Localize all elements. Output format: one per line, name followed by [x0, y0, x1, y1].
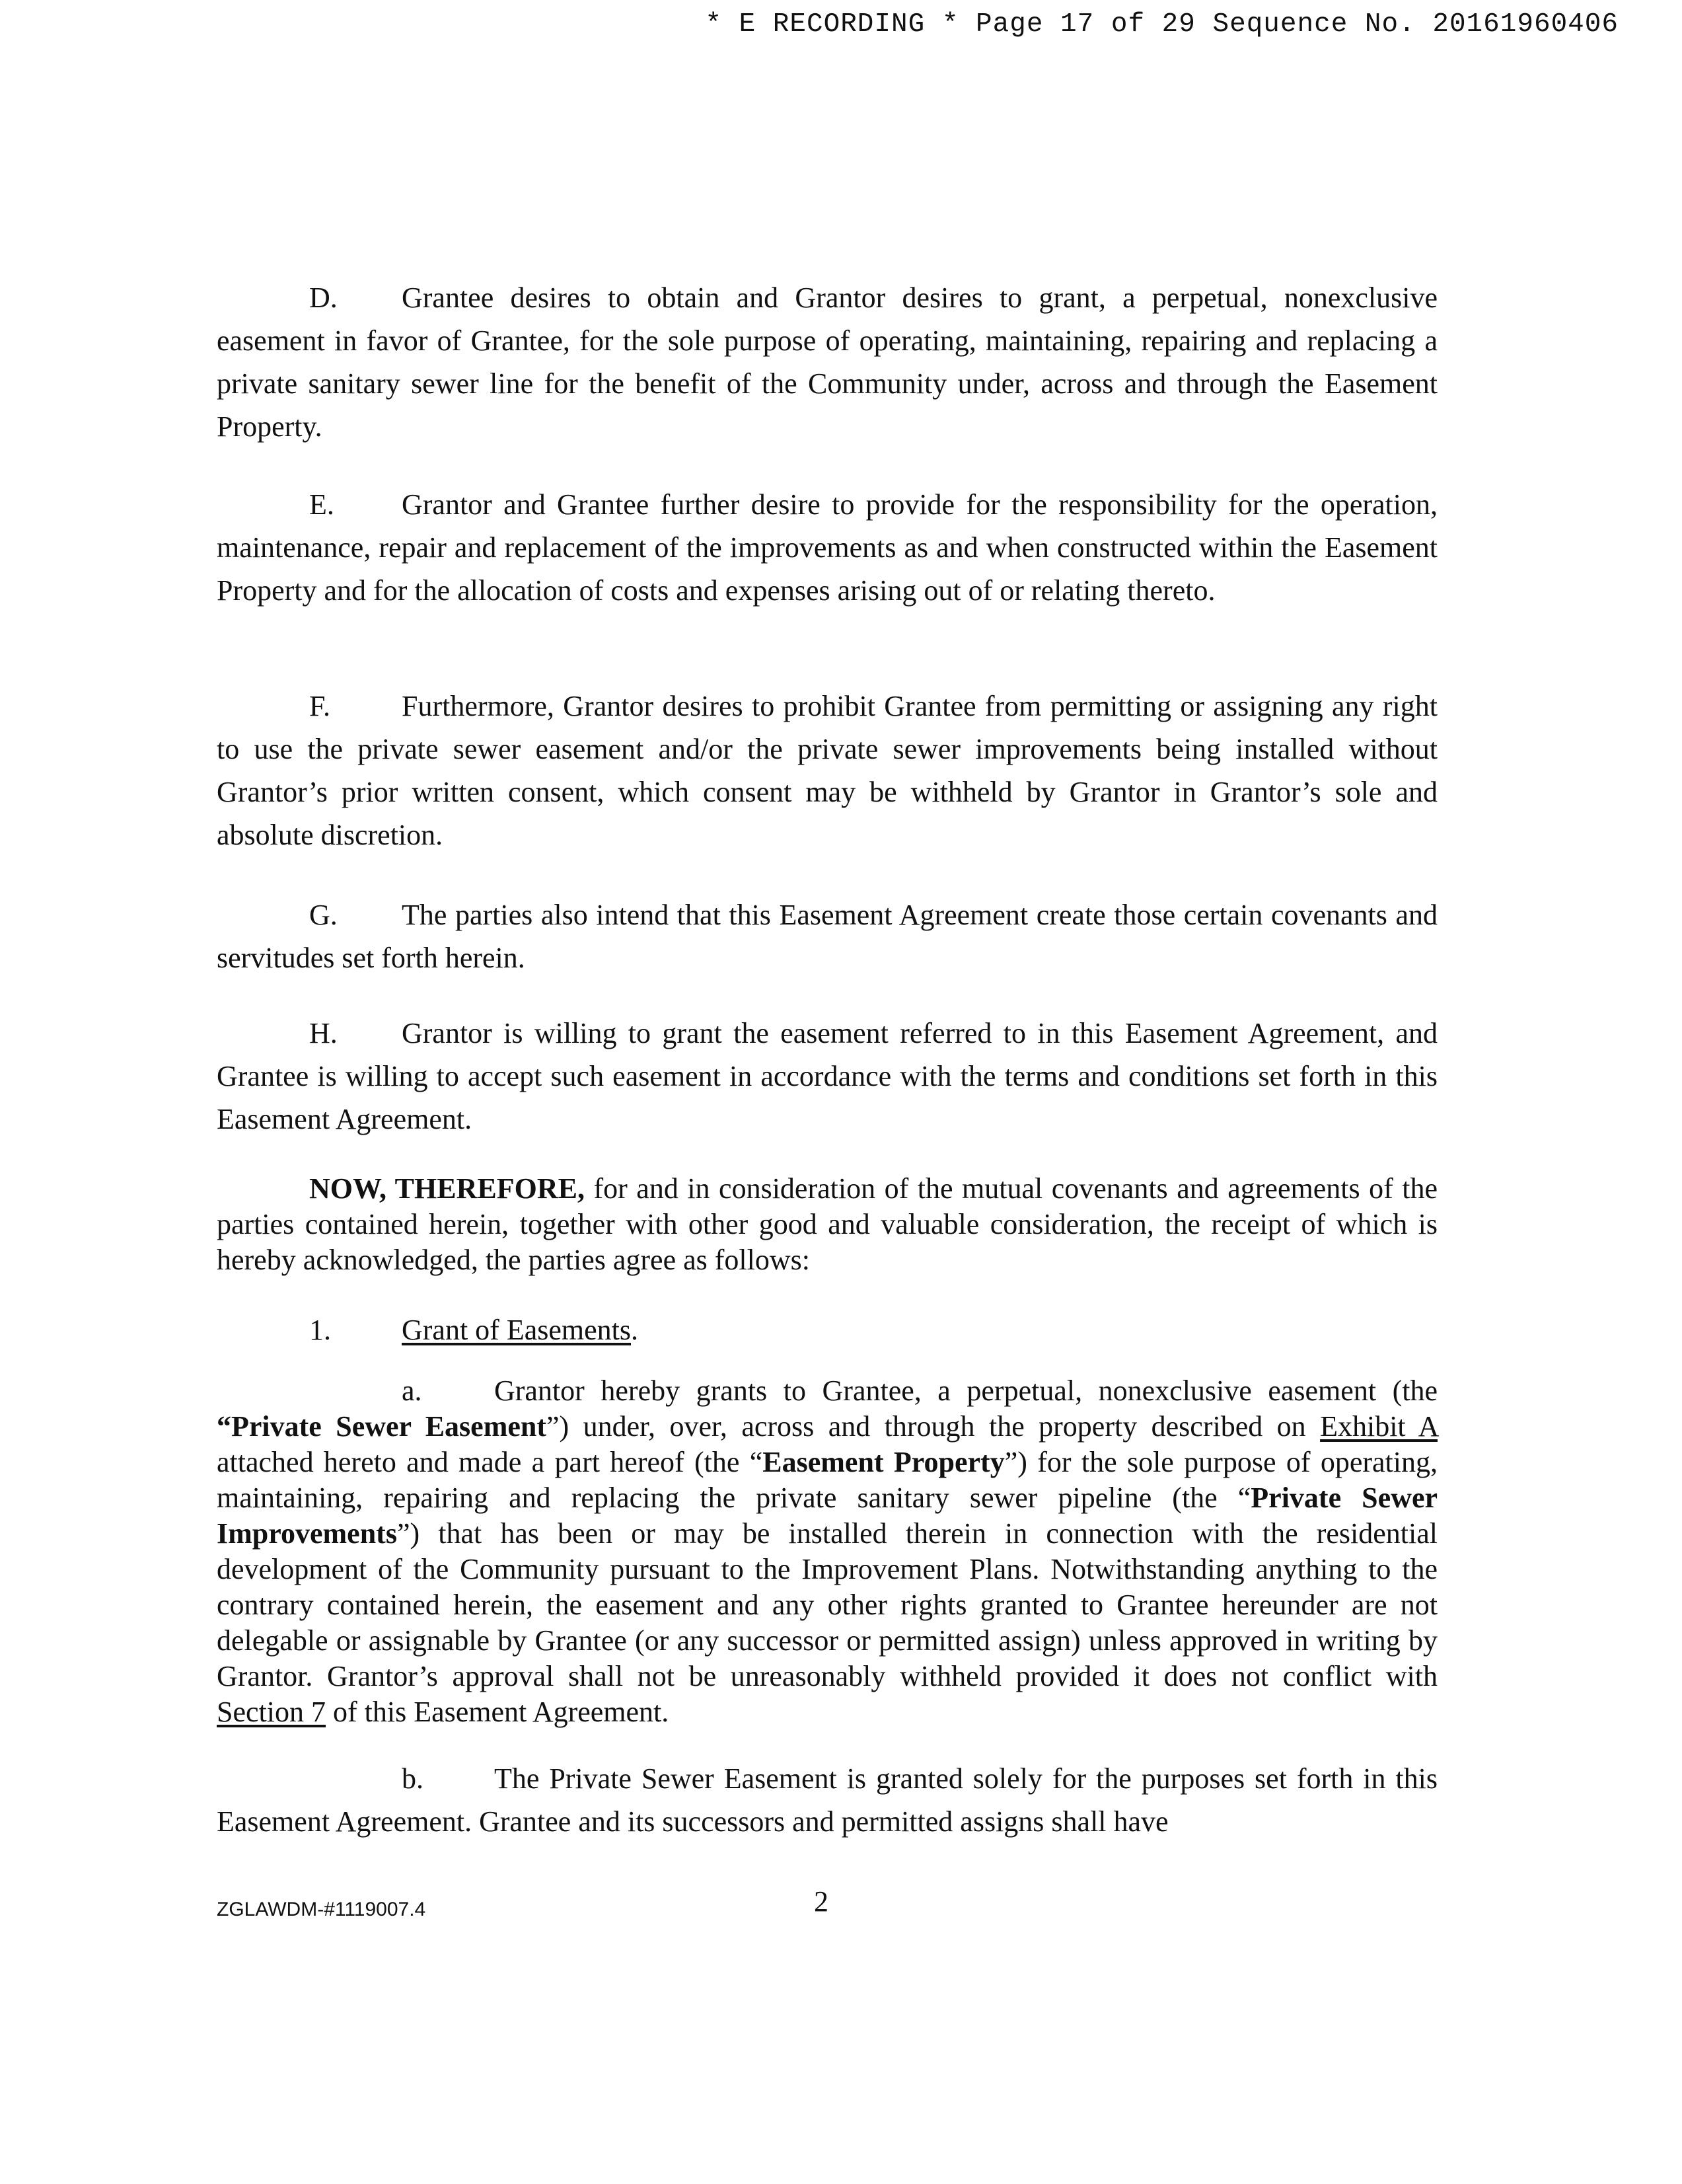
recital-label: F. — [309, 690, 330, 722]
defined-term-private-sewer-easement: “Private Sewer Easement — [217, 1410, 547, 1443]
recital-text: Grantee desires to obtain and Grantor desires to grant, a perpetual, nonexclusive easement in favor of Grantee, for the sole purpose of operating, maintaining, repairing and replacing a private sanitary sewer line for the benefit of the Community under, across and through the Easement Property. — [217, 282, 1438, 443]
recital-text: The parties also intend that this Easement Agreement create those certain covenants and servitudes set forth herein. — [217, 899, 1438, 974]
recital-label: G. — [309, 899, 338, 931]
recital-g — [217, 893, 1438, 979]
recital-f — [217, 685, 1438, 856]
paragraph-1a — [217, 1373, 1438, 1730]
exhibit-a-reference: Exhibit A — [1320, 1410, 1438, 1443]
document-id: ZGLAWDM-#1119007.4 — [217, 1899, 426, 1920]
defined-term-private-sewer-improvements: Private Sewer Improvements — [217, 1482, 1438, 1550]
section-7-reference: Section 7 — [217, 1696, 326, 1728]
section-title-period: . — [631, 1314, 638, 1346]
section-title: Grant of Easements — [402, 1314, 631, 1346]
paragraph-text: ”) that has been or may be installed therein in connection with the residential development of the Community pursuant to the Improvement Plans. Notwithstanding anything to the contrary contained herein, the easement and any other rights granted to Grantee hereunder are not delegable or assignable by Grantee (or any successor or permitted assign) unless approved in writing by Grantor. Grantor’s approval shall not be unreasonably withheld provided it does not conflict with — [217, 1517, 1438, 1692]
recital-label: E. — [309, 488, 334, 521]
paragraph-1b — [217, 1757, 1438, 1843]
section-number: 1. — [309, 1314, 331, 1346]
recital-h — [217, 1012, 1438, 1141]
section-1-heading — [309, 1308, 638, 1351]
now-therefore-text: for and in consideration of the mutual covenants and agreements of the parties contained herein, together with other good and valuable consideration, the receipt of which is hereby acknowledged, the parties agree as follows: — [217, 1172, 1438, 1276]
paragraph-text: ”) under, over, across and through the property described on — [546, 1410, 1321, 1443]
paragraph-label: a. — [402, 1374, 422, 1407]
recital-d — [217, 276, 1438, 448]
recital-label: D. — [309, 282, 338, 314]
page-number: 2 — [814, 1885, 828, 1918]
paragraph-label: b. — [402, 1762, 423, 1795]
paragraph-text: ”) for the sole purpose of operating, maintaining, repairing and replacing the private sanitary sewer pipeline (the “ — [217, 1446, 1438, 1514]
recital-text: Furthermore, Grantor desires to prohibit Grantee from permitting or assigning any right to use the private sewer easement and/or the private sewer improvements being installed without Grantor’s prior written consent, which consent may be withheld by Grantor in Grantor’s sole and absolute discretion. — [217, 690, 1438, 851]
recital-text: Grantor and Grantee further desire to provide for the responsibility for the operation, maintenance, repair and replacement of the improvements as and when constructed within the Easement Property and for the allocation of costs and expenses arising out of or relating thereto. — [217, 488, 1438, 607]
defined-term-easement-property: Easement Property — [762, 1446, 1005, 1478]
recital-e — [217, 483, 1438, 612]
paragraph-text: The Private Sewer Easement is granted solely for the purposes set forth in this Easement Agreement. Grantee and its successors and permitted assigns shall have — [217, 1762, 1438, 1838]
recording-stamp: * E RECORDING * Page 17 of 29 Sequence No. 20161960406 — [705, 9, 1619, 40]
paragraph-text: of this Easement Agreement. — [325, 1696, 669, 1728]
paragraph-text: attached hereto and made a part hereof (the “ — [217, 1446, 763, 1478]
recital-label: H. — [309, 1017, 338, 1049]
now-therefore-clause — [217, 1171, 1438, 1278]
now-therefore-lead: NOW, THEREFORE, — [309, 1172, 585, 1205]
paragraph-text: Grantor hereby grants to Grantee, a perpetual, nonexclusive easement (the — [494, 1374, 1438, 1407]
recital-text: Grantor is willing to grant the easement referred to in this Easement Agreement, and Grantee is willing to accept such easement in accordance with the terms and conditions set forth in this Easement Agreement. — [217, 1017, 1438, 1135]
